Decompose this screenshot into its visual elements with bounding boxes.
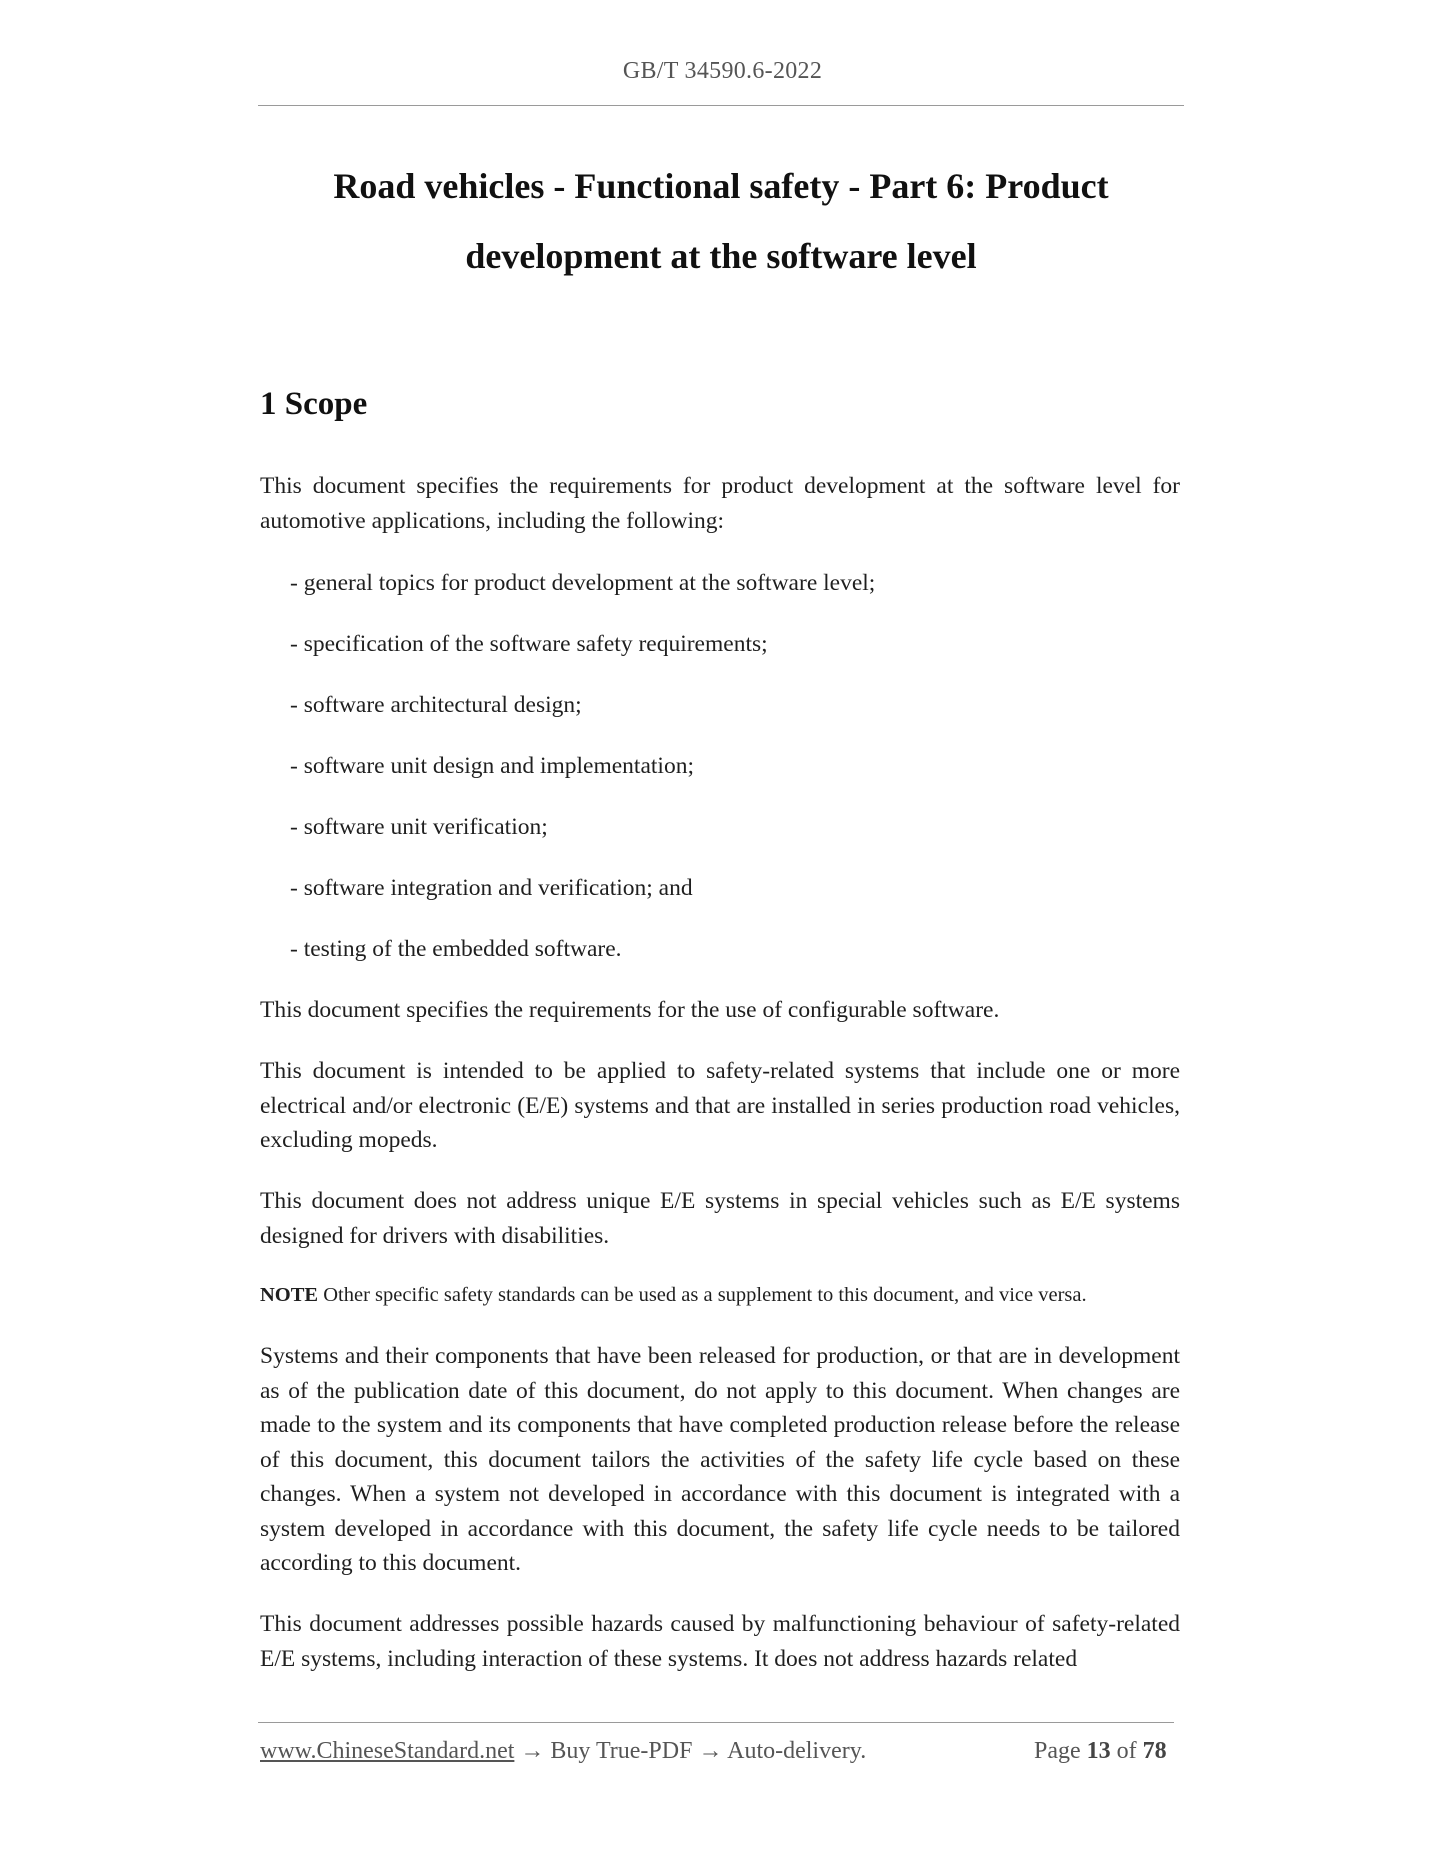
configurable-software-paragraph: This document specifies the requirements for the use of configurable software. xyxy=(260,997,1000,1023)
title-line-1: Road vehicles - Functional safety - Part 6: Product xyxy=(333,166,1109,206)
page-label: Page xyxy=(1034,1738,1087,1764)
footer-divider xyxy=(258,1722,1174,1723)
header-divider xyxy=(258,105,1184,106)
of-label: of xyxy=(1110,1738,1143,1764)
scope-intro-paragraph: This document specifies the requirements for product development at the software level for automotive applications, including the following: xyxy=(260,473,1180,534)
special-vehicles-paragraph: This document does not address unique E/E systems in special vehicles such as E/E systems designed for drivers with disabilities. xyxy=(260,1188,1180,1249)
note-paragraph xyxy=(260,1280,1180,1310)
list-item: - specification of the software safety requirements; xyxy=(290,631,768,657)
list-item: - software integration and verification; and xyxy=(290,875,693,901)
list-item: - testing of the embedded software. xyxy=(290,936,622,962)
section-heading-scope: 1 Scope xyxy=(260,386,368,422)
document-title xyxy=(258,151,1184,291)
list-item: - software unit design and implementation; xyxy=(290,753,694,779)
list-item: - software architectural design; xyxy=(290,692,582,718)
total-pages-number: 78 xyxy=(1142,1738,1167,1764)
document-code-header: GB/T 34590.6-2022 xyxy=(622,58,823,84)
footer-promo-text: → Buy True-PDF → Auto-delivery. xyxy=(514,1738,867,1764)
current-page-number: 13 xyxy=(1086,1738,1111,1764)
note-label: NOTE xyxy=(260,1284,319,1306)
page-indicator xyxy=(1034,1738,1167,1765)
note-text: Other specific safety standards can be used as a supplement to this document, and vice versa. xyxy=(318,1284,1087,1306)
list-item: - general topics for product development at the software level; xyxy=(290,570,876,596)
title-line-2: development at the software level xyxy=(465,236,977,276)
hazards-paragraph: This document addresses possible hazards caused by malfunctioning behaviour of safety-related E/E systems, including interaction of these systems. It does not address hazards related xyxy=(260,1611,1180,1672)
applicability-paragraph: This document is intended to be applied to safety-related systems that include one or more electrical and/or electronic (E/E) systems and that are installed in series production road vehicles, excluding mopeds. xyxy=(260,1058,1180,1153)
released-systems-paragraph: Systems and their components that have been released for production, or that are in development as of the publication date of this document, do not apply to this document. When changes are made to the system and its components that have completed production release before the release of this document, this document tailors the activities of the safety life cycle based on these changes. When a system not developed in accordance with this document is integrated with a system developed in accordance with this document, the safety life cycle needs to be tailored according to this document. xyxy=(260,1343,1180,1576)
website-link[interactable]: www.ChineseStandard.net xyxy=(260,1738,515,1764)
footer-promo xyxy=(260,1738,866,1765)
list-item: - software unit verification; xyxy=(290,814,548,840)
